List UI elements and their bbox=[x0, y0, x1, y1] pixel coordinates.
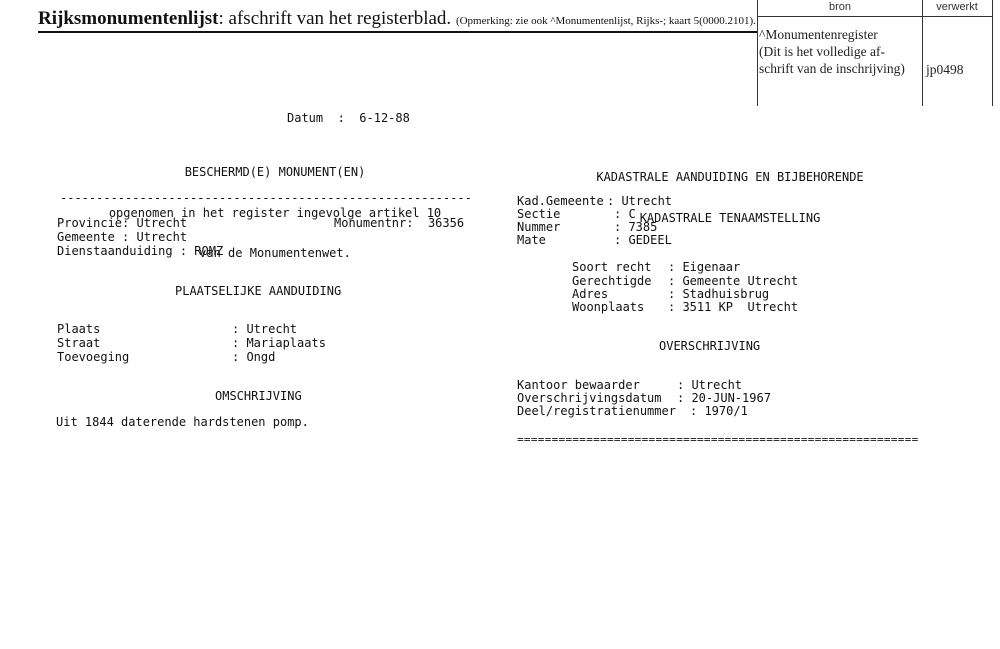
overschrijvingsdatum-label: Overschrijvingsdatum bbox=[517, 391, 662, 405]
datum-sep: : bbox=[337, 111, 345, 125]
kadastrale-heading-1: KADASTRALE AANDUIDING EN BIJBEHORENDE bbox=[596, 170, 864, 184]
heading-line-1: BESCHERMD(E) MONUMENT(EN) bbox=[184, 165, 366, 179]
toevoeging-label: Toevoeging bbox=[57, 350, 130, 364]
mate-value: : GEDEEL bbox=[614, 233, 672, 247]
adres-label: Adres bbox=[572, 287, 609, 301]
title-note: (Opmerking: zie ook ^Monumentenlijst, Rijks-; kaart 5(0000.2101). bbox=[455, 15, 756, 27]
kadastrale-heading bbox=[520, 144, 940, 239]
bron-header: bron bbox=[828, 1, 852, 13]
overschrijvingsdatum-value: : 20-JUN-1967 bbox=[677, 391, 771, 405]
plaats-value: : Utrecht bbox=[232, 322, 298, 336]
register-line-2: (Dit is het volledige af- bbox=[759, 44, 885, 59]
woonplaats-value: : 3511 KP Utrecht bbox=[668, 300, 799, 314]
woonplaats-label: Woonplaats bbox=[572, 300, 645, 314]
kantoor-label: Kantoor bewaarder bbox=[517, 378, 640, 392]
processed-code: jp0498 bbox=[926, 62, 964, 77]
toevoeging-value: : Ongd bbox=[232, 350, 276, 364]
register-reference bbox=[759, 26, 921, 77]
register-line-3: schrift van de inschrijving) bbox=[759, 61, 905, 76]
verwerkt-header: verwerkt bbox=[936, 1, 978, 13]
right-divider: ========================================================== bbox=[517, 433, 919, 446]
left-divider: --------------------------------------------------------- bbox=[60, 191, 472, 205]
monumentnr-line bbox=[334, 217, 464, 231]
sectie-value: : C bbox=[614, 207, 636, 221]
title-rest: : afschrift van het registerblad. bbox=[218, 8, 452, 29]
kadastrale-heading-2: KADASTRALE TENAAMSTELLING bbox=[639, 210, 821, 225]
monumentnr-label: Monumentnr: bbox=[334, 216, 414, 230]
straat-label: Straat bbox=[57, 336, 101, 350]
source-box bbox=[757, 0, 993, 106]
datum-label: Datum bbox=[287, 111, 324, 125]
kad-gemeente-label: Kad.Gemeente bbox=[517, 194, 604, 208]
soort-recht-value: : Eigenaar bbox=[668, 260, 741, 274]
overschrijving-heading: OVERSCHRIJVING bbox=[659, 339, 761, 353]
nummer-label: Nummer bbox=[517, 220, 561, 234]
dienstaanduiding-line: Dienstaanduiding : ROMZ bbox=[57, 244, 224, 258]
monumentnr-value: 36356 bbox=[427, 216, 465, 230]
nummer-value: : 7385 bbox=[614, 220, 658, 234]
omschrijving-heading: OMSCHRIJVING bbox=[215, 389, 302, 403]
provincie-line: Provincie: Utrecht bbox=[57, 216, 188, 230]
plaatselijke-heading: PLAATSELIJKE AANDUIDING bbox=[175, 284, 342, 298]
header-rule bbox=[38, 31, 758, 33]
omschrijving-text: Uit 1844 daterende hardstenen pomp. bbox=[56, 415, 309, 429]
box-divider-horizontal bbox=[758, 16, 992, 17]
sectie-label: Sectie bbox=[517, 207, 561, 221]
document-title bbox=[38, 8, 756, 30]
gerechtigde-label: Gerechtigde bbox=[572, 274, 652, 288]
plaats-label: Plaats bbox=[57, 322, 101, 336]
title-bold: Rijksmonumentenlijst bbox=[38, 8, 219, 29]
gerechtigde-value: : Gemeente Utrecht bbox=[668, 274, 799, 288]
heading-line-3: van de Monumentenwet. bbox=[199, 246, 351, 260]
register-line-1: ^Monumentenregister bbox=[759, 27, 878, 42]
kad-gemeente-value: : Utrecht bbox=[607, 194, 673, 208]
heading-line-2: opgenomen in het register ingevolge artikel 10 bbox=[108, 205, 442, 220]
mate-label: Mate bbox=[517, 233, 546, 247]
adres-value: : Stadhuisbrug bbox=[668, 287, 770, 301]
kantoor-value: : Utrecht bbox=[677, 378, 743, 392]
gemeente-line: Gemeente : Utrecht bbox=[57, 230, 188, 244]
straat-value: : Mariaplaats bbox=[232, 336, 326, 350]
soort-recht-label: Soort recht bbox=[572, 260, 652, 274]
deel-label: Deel/registratienummer bbox=[517, 404, 676, 418]
datum-value: 6-12-88 bbox=[359, 111, 410, 125]
deel-value: : 1970/1 bbox=[690, 404, 748, 418]
datum-line bbox=[287, 112, 410, 126]
